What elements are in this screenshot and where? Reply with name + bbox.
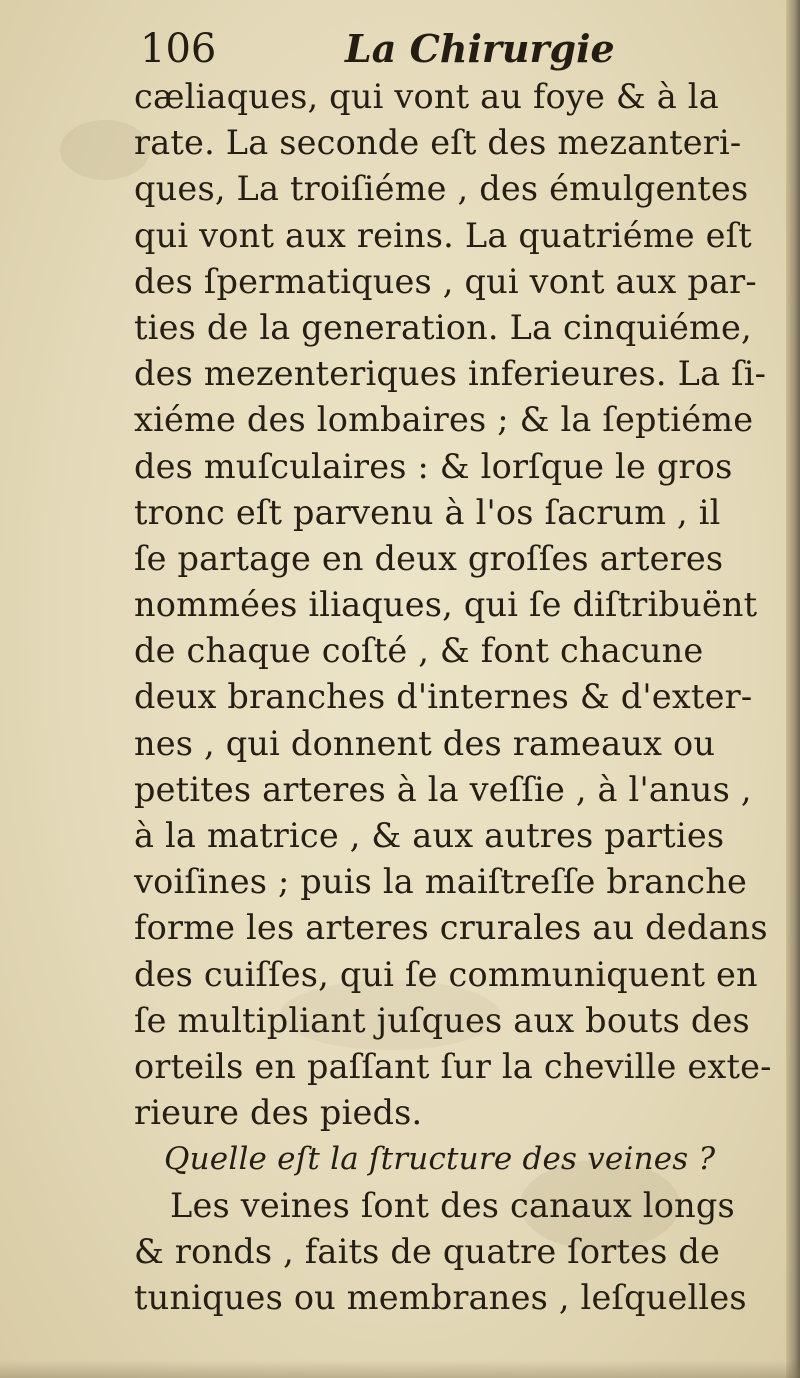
- text-line: tronc eſt parvenu à l'os ſacrum , il: [134, 492, 721, 532]
- page-bottom-shadow: [0, 1360, 800, 1378]
- text-line: qui vont aux reins. La quatriéme eſt: [134, 215, 752, 255]
- text-line: petites arteres à la veſſie , à l'anus ,: [134, 769, 752, 809]
- text-line: nommées iliaques, qui ſe diſtribuënt: [134, 585, 758, 625]
- text-line: cæliaques, qui vont au foye & à la: [134, 77, 719, 116]
- text-line: voiſines ; puis la maiſtreſſe branche: [134, 862, 748, 902]
- text-line: à la matrice , & aux autres parties: [134, 816, 725, 855]
- text-line: tuniques ou membranes , leſquelles: [134, 1277, 747, 1317]
- text-line: forme les arteres crurales au dedans: [134, 908, 768, 948]
- page-number: 106: [140, 26, 217, 72]
- text-line: orteils en paſſant ſur la cheville exte-: [134, 1046, 772, 1086]
- text-line: des ſpermatiques , qui vont aux par-: [134, 261, 757, 301]
- text-line: ſe multipliant juſques aux bouts des: [134, 1000, 750, 1040]
- text-line: nes , qui donnent des rameaux ou: [134, 723, 716, 763]
- text-line: ſe partage en deux groſſes arteres: [134, 538, 724, 578]
- page-body: [134, 74, 772, 1321]
- text-line: ques, La troiſiéme , des émulgentes: [134, 169, 749, 209]
- text-line: des cuiſſes, qui ſe communiquent en: [134, 954, 758, 994]
- text-line: rate. La seconde eſt des mezanteri-: [134, 123, 742, 163]
- text-line: de chaque coſté , & font chacune: [134, 631, 704, 671]
- text-line: ties de la generation. La cinquiéme,: [134, 307, 752, 347]
- text-line: des mezenteriques inferieures. La ſi-: [134, 354, 767, 394]
- text-line: xiéme des lombaires ; & la ſeptiéme: [134, 400, 754, 440]
- running-title: La Chirurgie: [345, 26, 615, 71]
- text-line: des muſculaires : & lorſque le gros: [134, 446, 733, 486]
- section-question: Quelle eſt la ſtructure des veines ?: [164, 1141, 716, 1178]
- text-line: deux branches d'internes & d'exter-: [134, 677, 753, 717]
- page-edge-shadow: [786, 0, 800, 1378]
- text-line: & ronds , faits de quatre ſortes de: [134, 1231, 721, 1271]
- text-line: Les veines ſont des canaux longs: [170, 1185, 735, 1225]
- text-line: rieure des pieds.: [134, 1093, 423, 1133]
